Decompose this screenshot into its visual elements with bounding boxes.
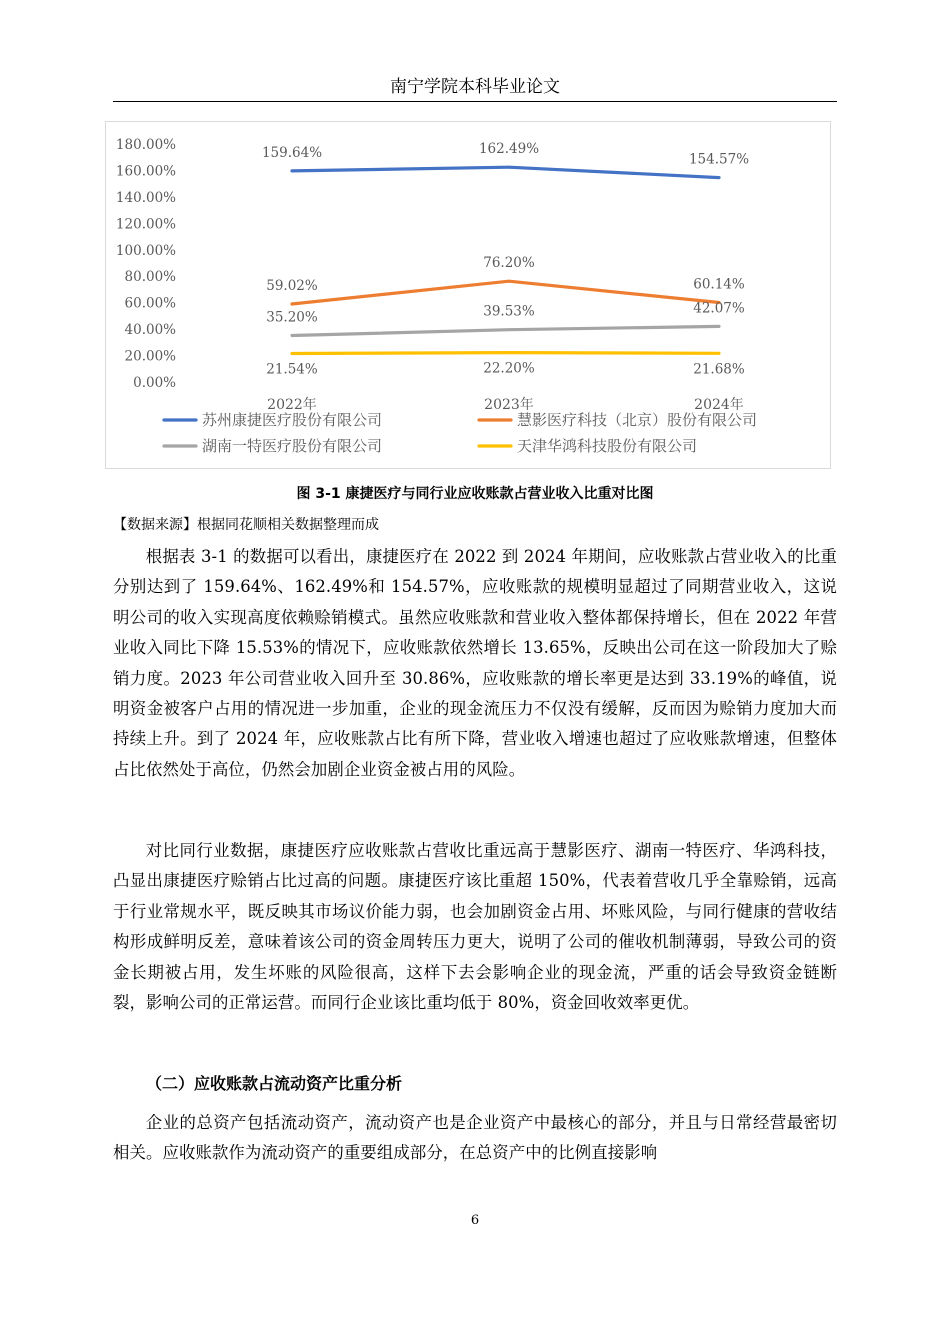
data-label: 39.53%	[483, 303, 535, 320]
y-tick-label: 0.00%	[133, 375, 176, 391]
chart-svg	[106, 122, 832, 470]
data-label: 22.20%	[483, 360, 535, 377]
data-source-note: 【数据来源】根据同花顺相关数据整理而成	[113, 517, 379, 533]
y-tick-label: 140.00%	[115, 189, 176, 206]
y-tick-label: 60.00%	[124, 295, 176, 312]
series-line	[292, 167, 719, 177]
data-label: 35.20%	[266, 309, 318, 326]
data-label: 159.64%	[261, 144, 323, 161]
y-tick-label: 160.00%	[115, 163, 176, 180]
header-rule	[113, 101, 837, 102]
data-label: 76.20%	[483, 255, 535, 272]
series-line	[292, 281, 719, 304]
legend-label: 天津华鸿科技股份有限公司	[517, 437, 698, 455]
y-tick-label: 40.00%	[124, 322, 176, 339]
series-line	[292, 353, 719, 354]
figure-caption: 图 3-1 康捷医疗与同行业应收账款占营业收入比重对比图	[296, 486, 654, 502]
data-label: 162.49%	[478, 141, 540, 158]
page-number: 6	[470, 1213, 480, 1228]
y-tick-label: 120.00%	[115, 216, 176, 233]
y-tick-label: 80.00%	[124, 269, 176, 286]
data-label: 21.54%	[266, 361, 318, 378]
page-header: 南宁学院本科毕业论文	[390, 77, 560, 97]
body-paragraph-3: 企业的总资产包括流动资产，流动资产也是企业资产中最核心的部分，并且与日常经营最密切相关。应收账款作为流动资产的重要组成部分，在总资产中的比例直接影响	[113, 1113, 837, 1163]
body-paragraph-1: 根据表 3-1 的数据可以看出，康捷医疗在 2022 到 2024 年期间，应收账款占营业收入的比重分别达到了 159.64%、162.49%和 154.57%，应收账款的规模明显超过了同期营业收入，这说明公司的收入实现高度依赖赊销模式。虽然应收账款和营业收入整体都保持增长，但在 2022 年营业收入同比下降 15.53%的情况下，应收账款依然增长 13.65%，反映出公司在这一阶段加大了赊销力度。2023 年公司营业收入回升至 30.86%，应收账款的增长率更是达到 33.19%的峰值，说明资金被客户占用的情况进一步加重，企业的现金流压力不仅没有缓解，反而因为赊销力度加大而持续上升。到了 2024 年，应收账款占比有所下降，营业收入增速也超过了应收账款增速，但整体占比依然处于高位，仍然会加剧企业资金被占用的风险。	[113, 547, 837, 779]
line-chart	[105, 121, 831, 469]
legend-label: 苏州康捷医疗股份有限公司	[202, 411, 383, 429]
y-tick-label: 20.00%	[124, 348, 176, 365]
body-paragraph-2: 对比同行业数据，康捷医疗应收账款占营收比重远高于慧影医疗、湖南一特医疗、华鸿科技，凸显出康捷医疗赊销占比过高的问题。康捷医疗该比重超 150%，代表着营收几乎全靠赊销，远高于行业常规水平，既反映其市场议价能力弱，也会加剧资金占用、坏账风险，与同行健康的营收结构形成鲜明反差，意味着该公司的资金周转压力更大，说明了公司的催收机制薄弱，导致公司的资金长期被占用，发生坏账的风险很高，这样下去会影响企业的现金流，严重的话会导致资金链断裂，影响公司的正常运营。而同行企业该比重均低于 80%，资金回收效率更优。	[113, 841, 837, 1013]
x-tick-label: 2024年	[694, 397, 744, 413]
y-tick-label: 180.00%	[115, 137, 176, 153]
y-tick-label: 100.00%	[115, 242, 176, 259]
legend-label: 慧影医疗科技（北京）股份有限公司	[517, 411, 758, 429]
data-label: 60.14%	[693, 276, 745, 293]
section-heading: （二）应收账款占流动资产比重分析	[146, 1074, 403, 1093]
legend-label: 湖南一特医疗股份有限公司	[202, 437, 383, 455]
data-label: 59.02%	[266, 278, 318, 294]
data-label: 42.07%	[693, 300, 745, 317]
data-label: 154.57%	[688, 151, 750, 168]
x-tick-label: 2022年	[267, 397, 317, 413]
data-label: 21.68%	[693, 361, 745, 378]
series-line	[292, 326, 719, 335]
x-tick-label: 2023年	[484, 397, 534, 413]
